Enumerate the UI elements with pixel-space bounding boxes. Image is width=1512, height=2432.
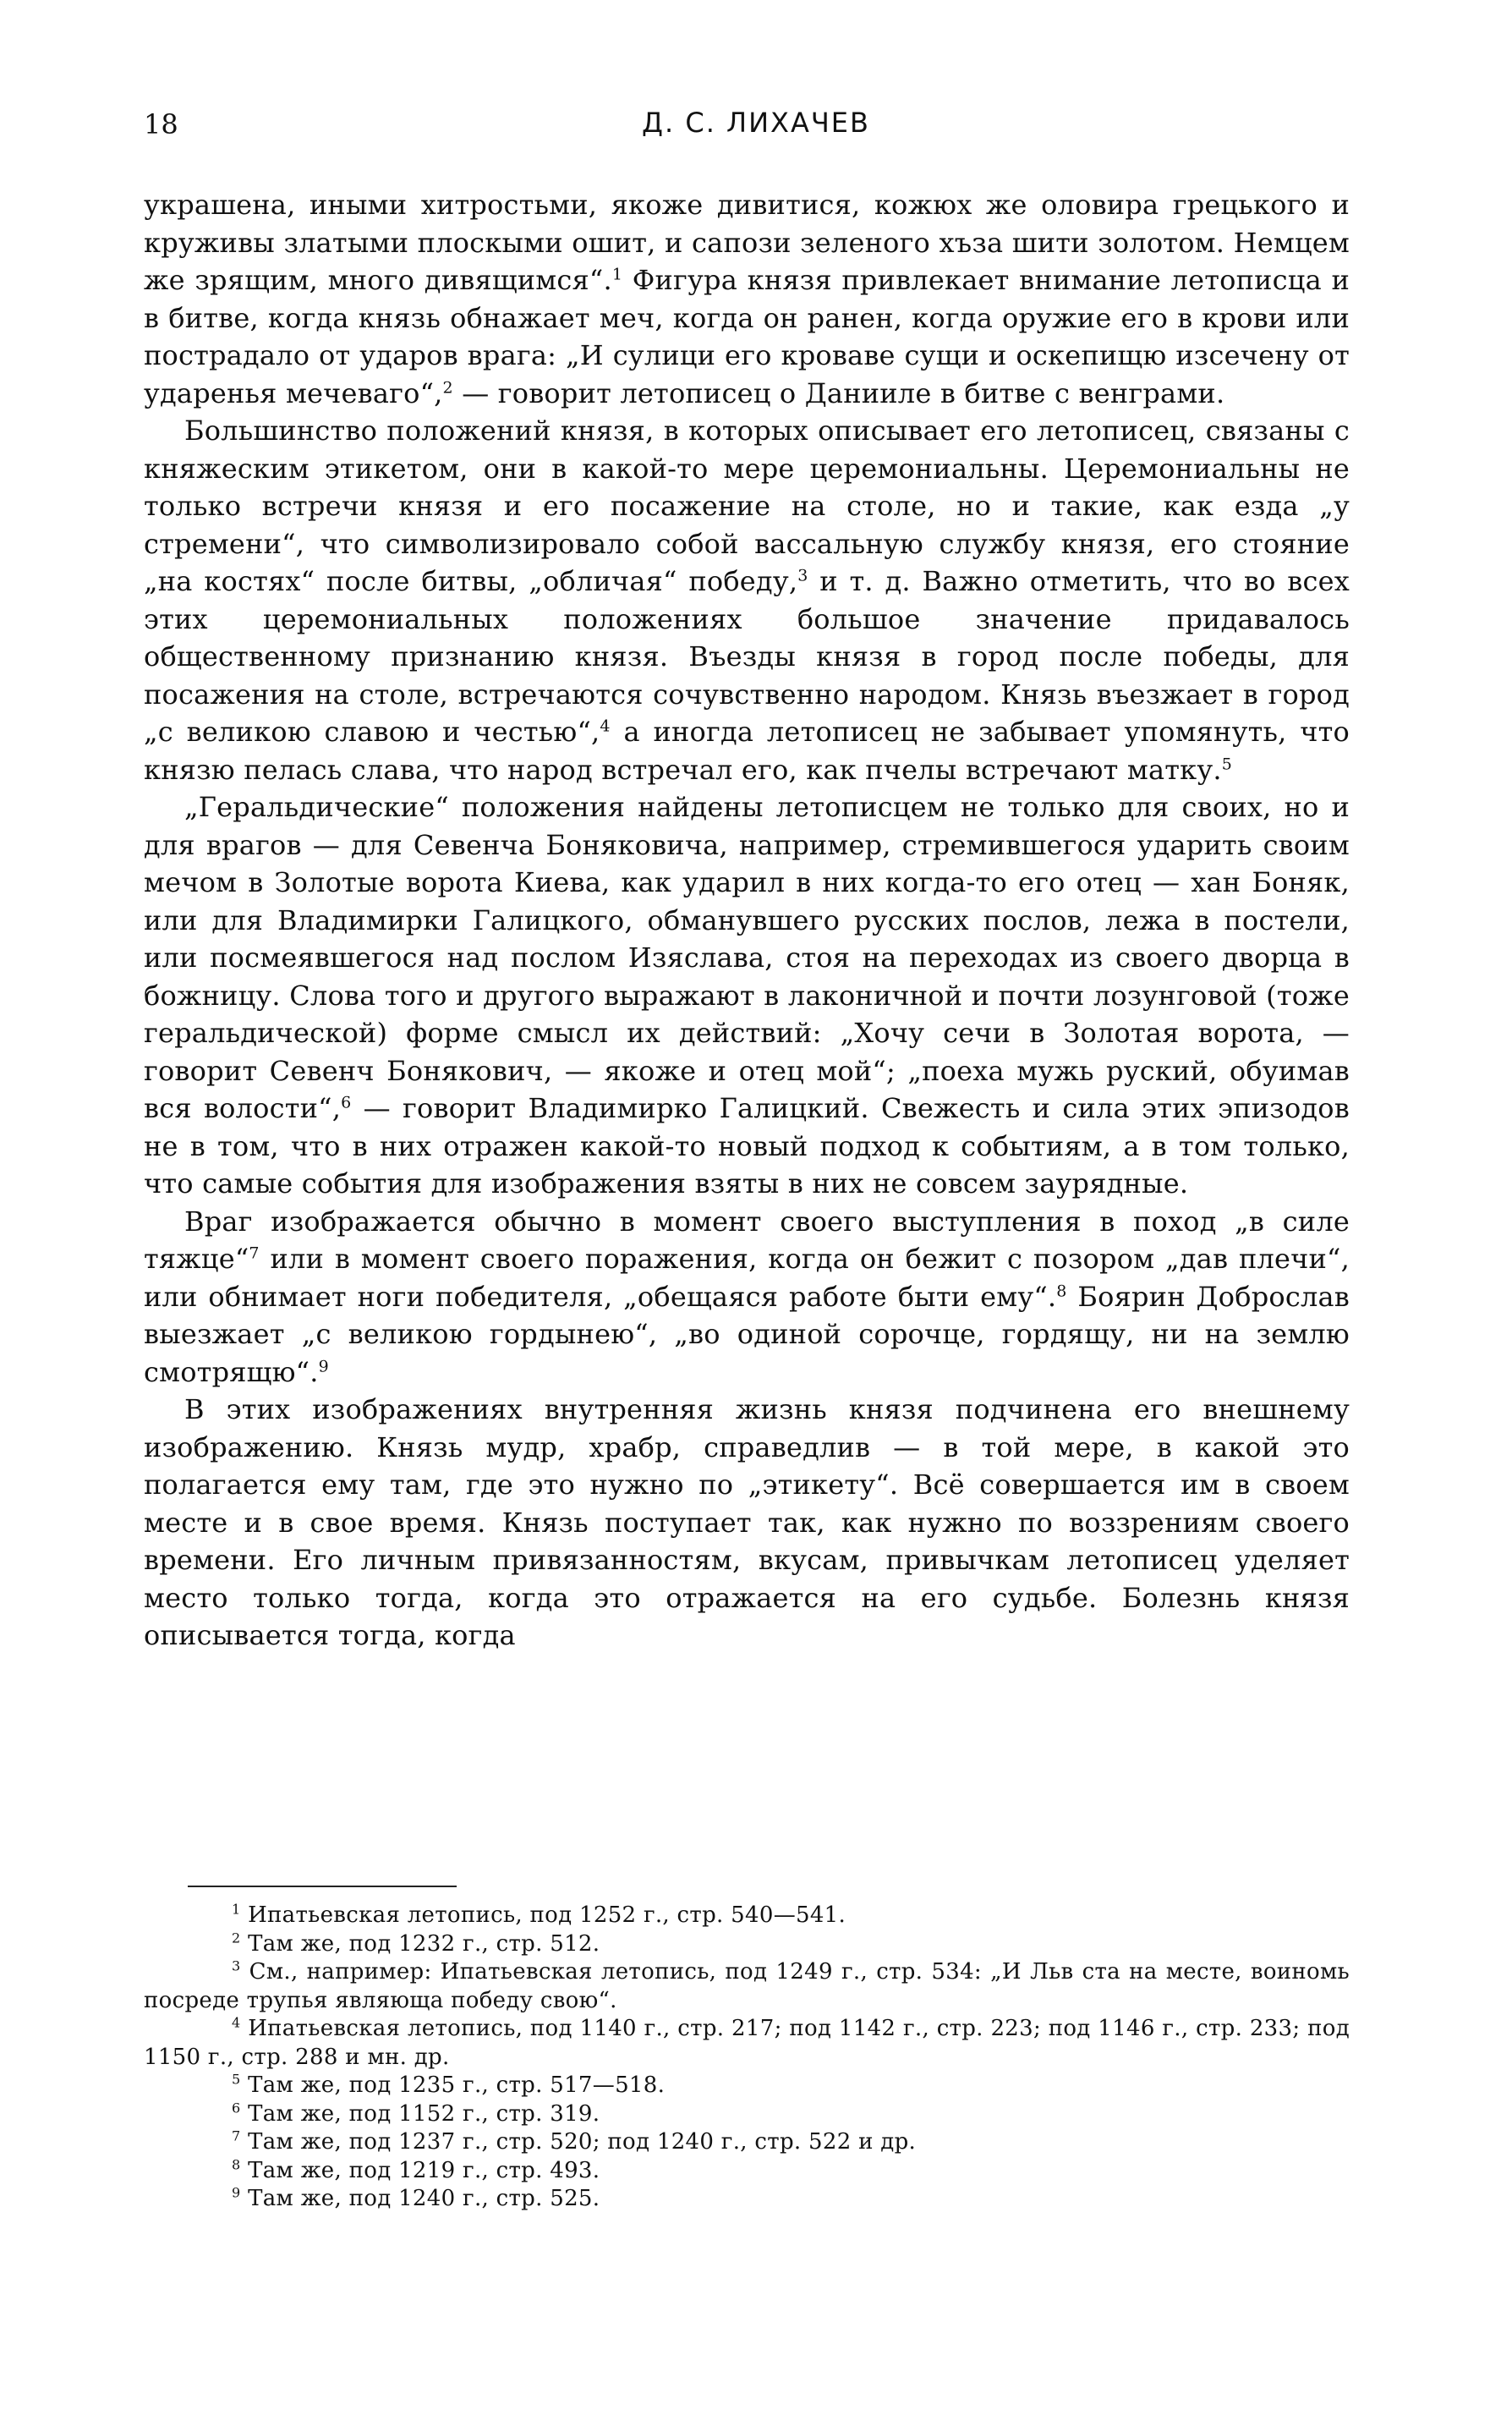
paragraph <box>144 1203 1350 1392</box>
text-run: украшена, иными хитростьми, якоже дивитися, кожюх же оловира грецького и круживы златыми плоскыми ошит, и сапози зеленого хъза шити золотом. Немцем же зрящим, много дивящимся“. <box>144 189 1350 296</box>
text-run: Боярин Доброслав выезжает „с великою гордынею“, „во одиной сорочце, гордящу, ни на землю смотрящю“. <box>144 1280 1350 1388</box>
text-run: В этих изображениях внутренняя жизнь князя подчинена его внешнему изображению. Князь мудр, храбр, справедлив — в той мере, в какой это полагается ему там, где это нужно по „этикету“. Всё совершается им в своем месте и в свое время. Князь поступает так, как нужно по воззрениям своего времени. Его личным привязанностям, вкусам, привычкам летописец уделяет место только тогда, когда это отражается на его судьбе. Болезнь князя описывается тогда, когда <box>144 1393 1350 1651</box>
footnotes <box>144 1902 1350 2214</box>
text-run: или в момент своего поражения, когда он бежит с позором „дав плечи“, или обнимает ноги победителя, „обещаяся работе быти ему“. <box>144 1243 1350 1313</box>
footnote-text: Там же, под 1152 г., стр. 319. <box>248 2100 600 2127</box>
footnote-ref: 6 <box>341 1093 352 1112</box>
footnote-text: Там же, под 1240 г., стр. 525. <box>248 2186 600 2211</box>
main-text <box>144 186 1350 1655</box>
footnote-separator <box>188 1886 457 1887</box>
footnote-ref: 1 <box>611 265 623 284</box>
footnote-number: 5 <box>232 2071 241 2088</box>
footnote-number: 4 <box>232 2014 241 2031</box>
footnote-number: 1 <box>232 1901 241 1918</box>
footnote-text: См., например: Ипатьевская летопись, под 1249 г., стр. 534: „И Льв ста на месте, воиномь посреде трупья являюща победу свою“. <box>144 1959 1350 2013</box>
footnote <box>144 2015 1350 2072</box>
text-run: а иногда летописец не забывает упомянуть, что князю пелась слава, что народ встречал его, как пчелы встречают матку. <box>144 716 1350 786</box>
footnote-ref: 7 <box>249 1243 260 1263</box>
paragraph <box>144 788 1350 1203</box>
footnote-ref: 8 <box>1056 1281 1067 1300</box>
footnote-number: 9 <box>232 2184 241 2201</box>
text-run: — говорит Владимирко Галицкий. Свежесть и сила этих эпизодов не в том, что в них отражен какой-то новый подход к событиям, а в том только, что самые события для изображения взяты в них не совсем заурядные. <box>144 1092 1350 1200</box>
footnote-ref: 2 <box>442 377 453 397</box>
footnote-text: Ипатьевская летопись, под 1140 г., стр. 217; под 1142 г., стр. 223; под 1146 г., стр. 233; под 1150 г., стр. 288 и мн. др. <box>144 2016 1350 2070</box>
paragraph <box>144 186 1350 412</box>
footnote <box>144 2100 1350 2129</box>
footnote <box>144 2185 1350 2214</box>
paragraph <box>144 1391 1350 1655</box>
footnote <box>144 1930 1350 1959</box>
footnote <box>144 2072 1350 2100</box>
footnote <box>144 1958 1350 2015</box>
footnote-ref: 5 <box>1221 754 1233 773</box>
footnote-number: 8 <box>232 2155 241 2172</box>
footnote-text: Там же, под 1235 г., стр. 517—518. <box>248 2072 666 2098</box>
footnote <box>144 2157 1350 2186</box>
text-run: „Геральдические“ положения найдены летописцем не только для своих, но и для врагов — для Севенча Боняковича, например, стремившегося ударить своим мечом в Золотые ворота Киева, как ударил в них когда-то его отец — хан Боняк, или для Владимирки Галицкого, обманувшего русских послов, лежа в постели, или посмеявшегося над послом Изяслава, стоя на переходах из своего дворца в божницу. Слова того и другого выражают в лаконичной и почти лозунговой (тоже геральдической) форме смысл их действий: „Хочу сечи в Золотая ворота, — говорит Севенч Бонякович, — якоже и отец мой“; „поеха мужь руский, обуимав вся волости“, <box>144 791 1350 1124</box>
footnote-number: 2 <box>232 1929 241 1946</box>
footnote-ref: 3 <box>797 566 808 585</box>
running-title: Д. С. ЛИХАЧЕВ <box>642 107 870 139</box>
text-run: Большинство положений князя, в которых описывает его летописец, связаны с княжеским этикетом, они в какой-то мере церемониальны. Церемониальны не только встречи князя и его посажение на столе, но и такие, как езда „у стремени“, что символизировало собой вассальную службу князя, его стояние „на костях“ после битвы, „обличая“ победу, <box>144 414 1350 597</box>
page-number: 18 <box>144 108 178 140</box>
text-run: Фигура князя привлекает внимание летописца и в битве, когда князь обнажает меч, когда он ранен, когда оружие его в крови или пострадало от ударов врага: „И сулици его кроваве сущи и оскепищю изсечену от ударенья мечеваго“, <box>144 264 1350 409</box>
footnote-text: Там же, под 1237 г., стр. 520; под 1240 г., стр. 522 и др. <box>248 2129 917 2155</box>
footnote-ref: 4 <box>600 716 611 736</box>
footnote-text: Там же, под 1219 г., стр. 493. <box>248 2157 600 2183</box>
footnote-ref: 9 <box>318 1356 329 1375</box>
footnote-number: 6 <box>232 2099 241 2116</box>
footnote-text: Ипатьевская летопись, под 1252 г., стр. 540—541. <box>248 1902 846 1928</box>
footnote-number: 3 <box>232 1957 241 1974</box>
text-run: и т. д. Важно отметить, что во всех этих церемониальных положениях большое значение придавалось общественному признанию князя. Въезды князя в город после победы, для посажения на столе, встречаются сочувственно народом. Князь въезжает в город „с великою славою и честью“, <box>144 565 1350 748</box>
footnote <box>144 2128 1350 2157</box>
footnote <box>144 1902 1350 1930</box>
footnote-number: 7 <box>232 2127 241 2144</box>
text-run: — говорит летописец о Данииле в битве с венграми. <box>452 376 1225 409</box>
paragraph <box>144 412 1350 788</box>
text-run: Враг изображается обычно в момент своего выступления в поход „в силе тяжце“ <box>144 1205 1350 1275</box>
footnote-text: Там же, под 1232 г., стр. 512. <box>248 1930 600 1957</box>
